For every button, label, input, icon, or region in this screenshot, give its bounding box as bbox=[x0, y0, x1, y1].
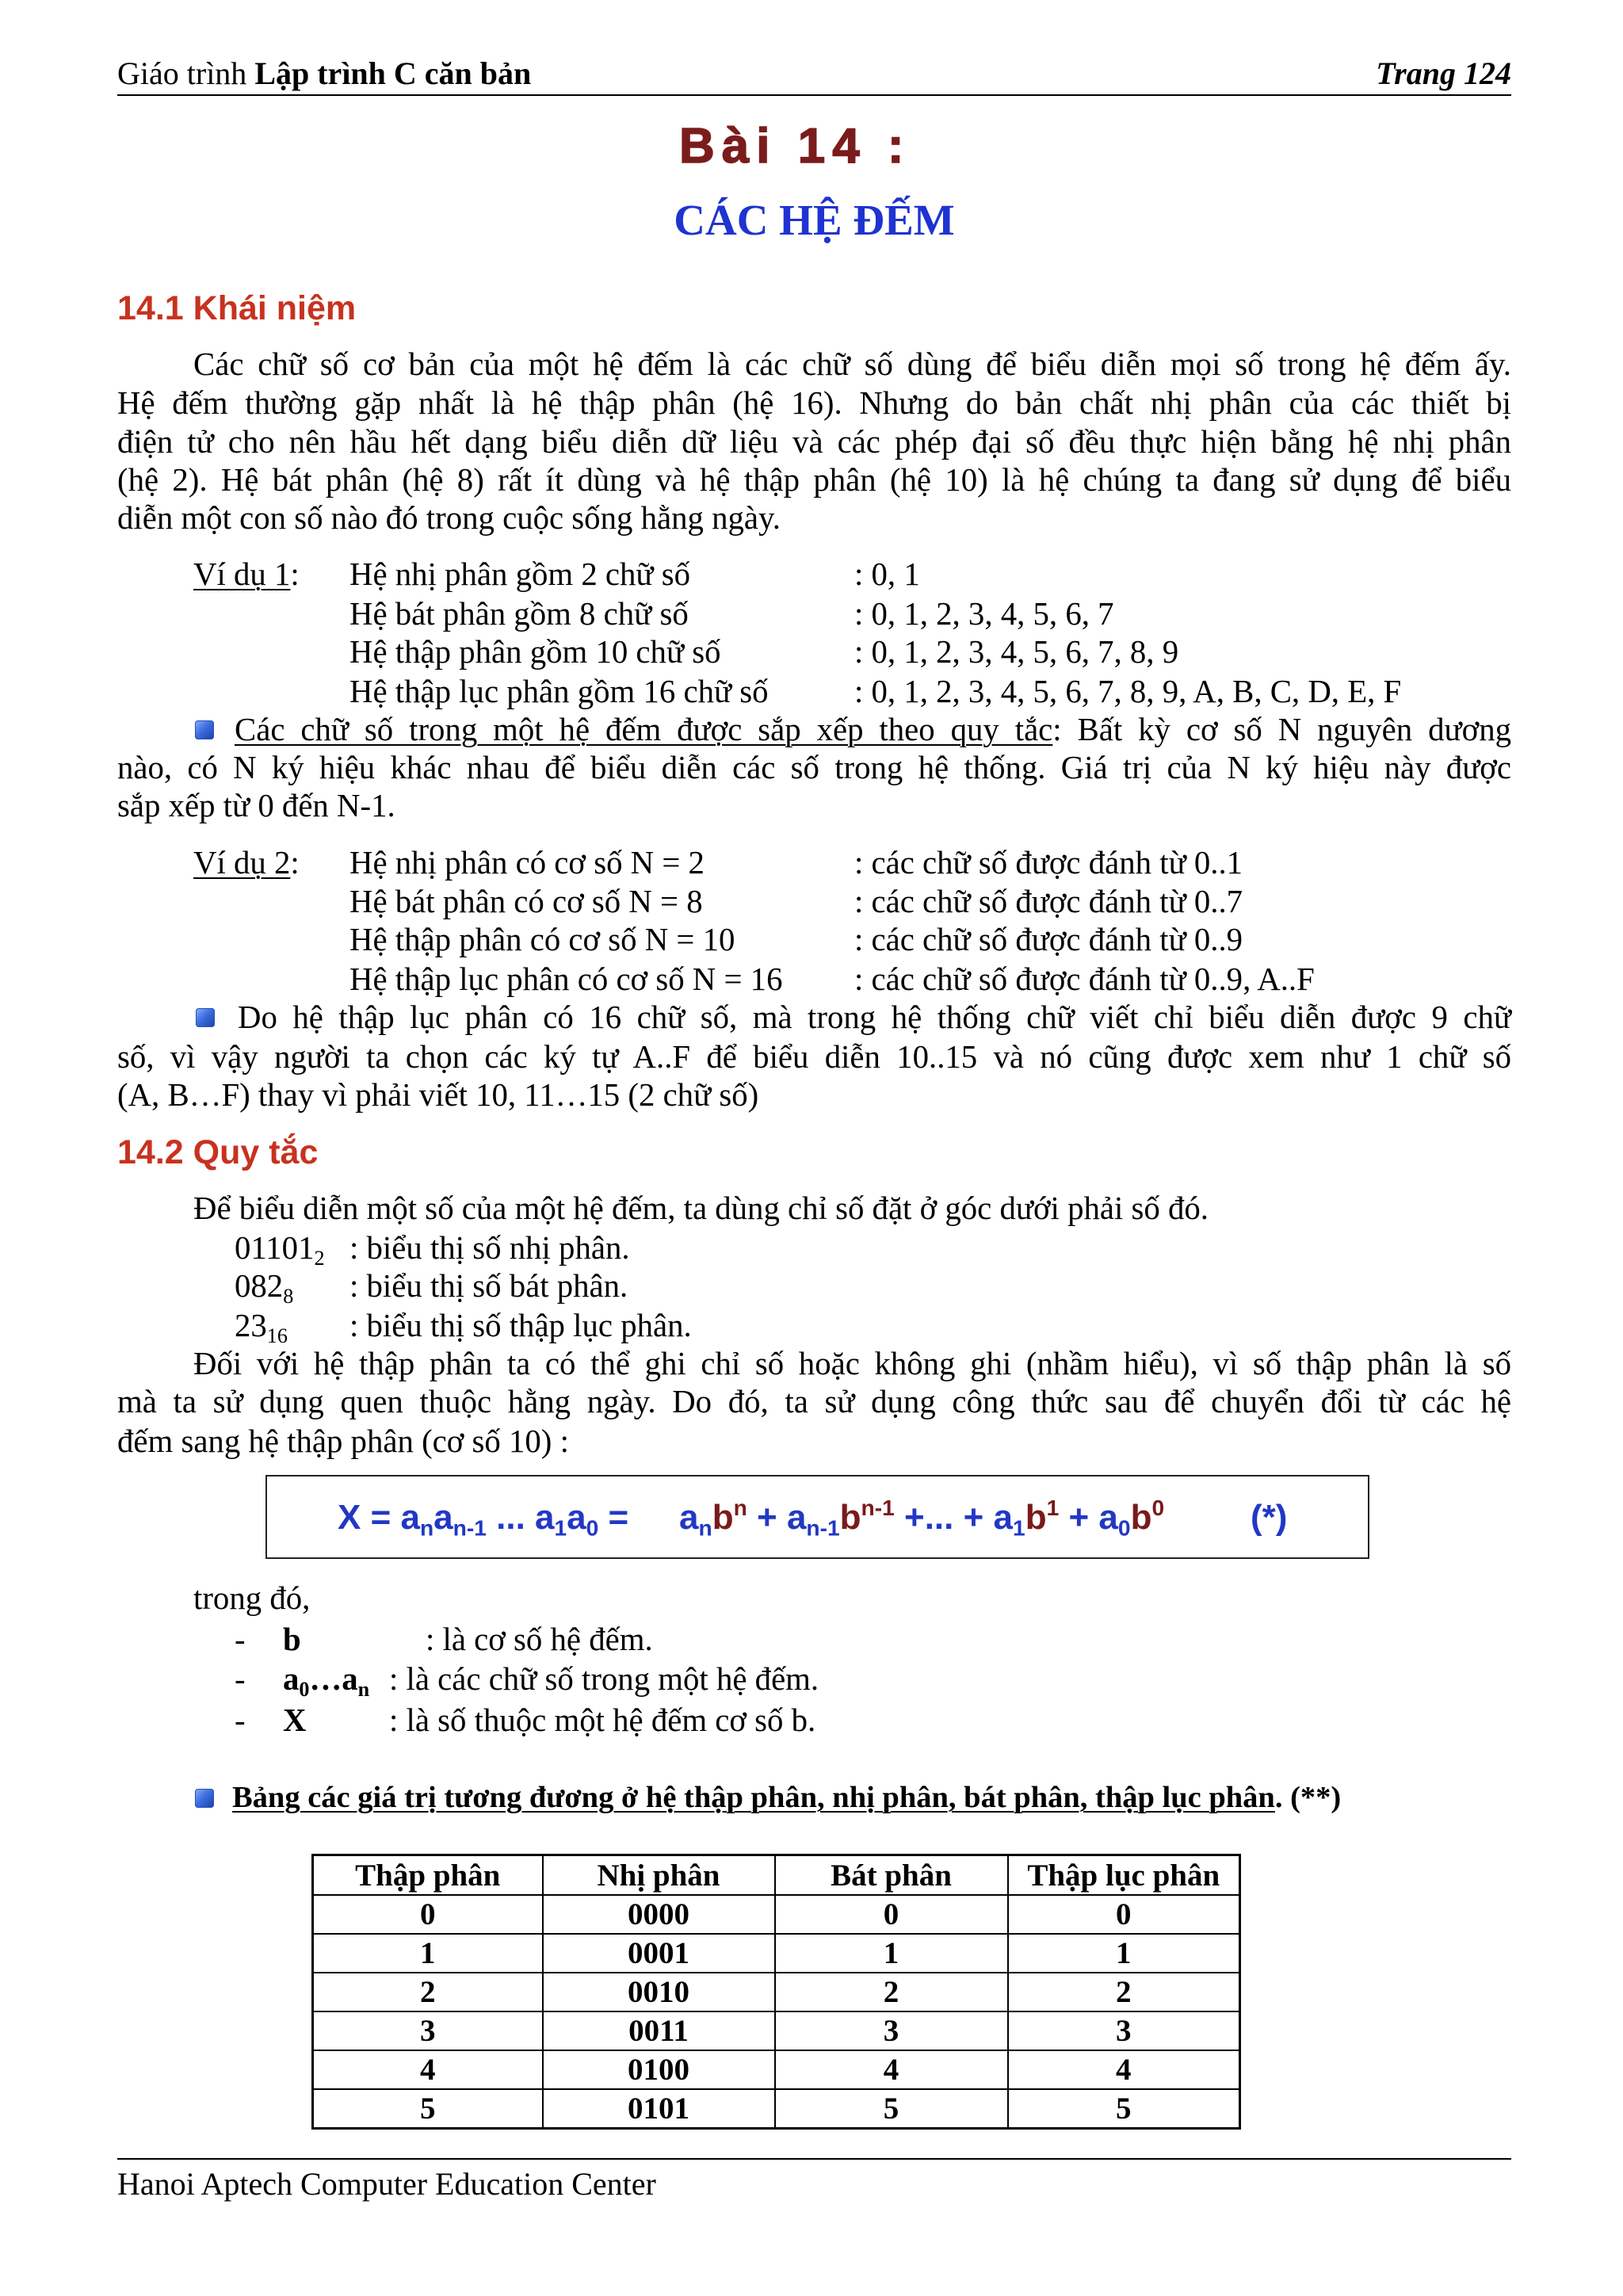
example-digits: : các chữ số được đánh từ 0..9 bbox=[854, 922, 1243, 957]
decimal-note-line: đếm sang hệ thập phân (cơ số 10) : bbox=[117, 1423, 569, 1459]
table-row bbox=[313, 1934, 1240, 1973]
table-header-row bbox=[313, 1855, 1240, 1896]
table-cell: 4 bbox=[775, 2050, 1008, 2089]
example-system: Hệ nhị phân gồm 2 chữ số bbox=[349, 556, 691, 592]
rule-intro: Để biểu diễn một số của một hệ đếm, ta dùng chỉ số đặt ở góc dưới phải số đó. bbox=[193, 1190, 1209, 1226]
formula-rhs bbox=[679, 1494, 1164, 1541]
notation-digits: 082 bbox=[235, 1268, 284, 1304]
notation-number bbox=[235, 1228, 325, 1270]
formula-text: a bbox=[433, 1498, 453, 1537]
notation-base: 16 bbox=[266, 1324, 288, 1347]
term-sub: n bbox=[357, 1677, 370, 1701]
formula-coef: a bbox=[993, 1498, 1014, 1537]
hex-note-line: (A, B…F) thay vì phải viết 10, 11…15 (2 chữ số) bbox=[117, 1077, 759, 1113]
formula-sub: 1 bbox=[554, 1515, 567, 1541]
notation-number bbox=[235, 1306, 288, 1345]
hex-note-line: Do hệ thập lục phân có 16 chữ số, mà trong hệ thống chữ viết chỉ biểu diễn được 9 chữ bbox=[238, 999, 1511, 1035]
lesson-title: CÁC HỆ ĐẾM bbox=[674, 196, 955, 244]
column-header: Bát phân bbox=[775, 1855, 1008, 1896]
formula-exp: n bbox=[733, 1496, 747, 1521]
example-digits: : các chữ số được đánh từ 0..9, A..F bbox=[854, 961, 1315, 997]
course-title: Lập trình C căn bản bbox=[254, 55, 532, 91]
definition-term bbox=[283, 1660, 370, 1701]
formula-coef-sub: n-1 bbox=[806, 1515, 840, 1541]
footer-rule bbox=[117, 2158, 1511, 2160]
definition-meaning: : là cơ số hệ đếm. bbox=[426, 1622, 653, 1657]
example-system: Hệ bát phân gồm 8 chữ số bbox=[349, 596, 689, 632]
formula-coef: a bbox=[786, 1498, 807, 1537]
intro-line: Các chữ số cơ bản của một hệ đếm là các chữ số dùng để biểu diễn mọi số trong hệ đếm ấy. bbox=[193, 346, 1511, 382]
blue-square-bullet-icon bbox=[196, 1008, 215, 1027]
table-cell: 2 bbox=[775, 1973, 1008, 2011]
formula-sub: n-1 bbox=[453, 1515, 487, 1541]
intro-line: điện tử cho nên hầu hết dạng biểu diễn dữ liệu và các phép đại số đều thực hiện bằng hệ nhị phân bbox=[117, 424, 1511, 460]
example-system: Hệ thập phân gồm 10 chữ số bbox=[349, 634, 721, 670]
example-digits: : các chữ số được đánh từ 0..7 bbox=[854, 884, 1243, 919]
definition-term: X bbox=[283, 1702, 307, 1738]
column-header: Thập phân bbox=[313, 1855, 543, 1896]
table-cell: 5 bbox=[313, 2089, 543, 2129]
page-number: Trang 124 bbox=[1376, 55, 1511, 91]
formula-exp: 1 bbox=[1046, 1496, 1060, 1521]
formula-tag: (*) bbox=[1251, 1498, 1288, 1537]
table-cell: 0000 bbox=[543, 1895, 775, 1934]
notation-meaning: : biểu thị số bát phân. bbox=[349, 1268, 628, 1304]
table-row bbox=[313, 2050, 1240, 2089]
table-cell: 5 bbox=[1008, 2089, 1240, 2129]
example-digits: : 0, 1, 2, 3, 4, 5, 6, 7, 8, 9 bbox=[854, 634, 1179, 670]
intro-line: Hệ đếm thường gặp nhất là hệ thập phân (hệ 16). Nhưng do bản chất nhị phân của các thiết bị bbox=[117, 385, 1511, 421]
table-cell: 3 bbox=[313, 2011, 543, 2050]
table-caption-underlined: Bảng các giá trị tương đương ở hệ thập phân, nhị phân, bát phân, thập lục phân bbox=[232, 1781, 1275, 1814]
example-label-colon: : bbox=[290, 845, 300, 881]
term-part: a bbox=[283, 1661, 300, 1697]
course-prefix: Giáo trình bbox=[117, 55, 255, 91]
lesson-number: Bài 14 : bbox=[679, 119, 911, 174]
formula-coef-sub: 0 bbox=[1117, 1515, 1131, 1541]
table-row bbox=[313, 2089, 1240, 2129]
example-digits: : 0, 1, 2, 3, 4, 5, 6, 7, 8, 9, A, B, C, D, E, F bbox=[854, 674, 1402, 709]
definition-dash: - bbox=[235, 1702, 246, 1738]
term-sub: 0 bbox=[299, 1677, 310, 1701]
formula-base: b bbox=[839, 1498, 861, 1537]
where-label: trong đó, bbox=[193, 1580, 311, 1616]
section-heading-2: 14.2 Quy tắc bbox=[117, 1133, 319, 1171]
intro-line: diễn một con số nào đó trong cuộc sống hằng ngày. bbox=[117, 500, 781, 536]
definition-dash: - bbox=[235, 1661, 246, 1697]
table-caption bbox=[232, 1778, 1341, 1817]
decimal-note-line: Đối với hệ thập phân ta có thể ghi chỉ số hoặc không ghi (nhầm hiểu), vì số thập phân là số bbox=[193, 1346, 1511, 1381]
formula-base: b bbox=[1025, 1498, 1047, 1537]
table-cell: 0100 bbox=[543, 2050, 775, 2089]
formula-sub: n bbox=[419, 1515, 434, 1541]
formula-base: b bbox=[712, 1498, 734, 1537]
notation-base: 2 bbox=[314, 1246, 325, 1270]
intro-line: (hệ 2). Hệ bát phân (hệ 8) rất ít dùng và hệ thập phân (hệ 10) là hệ chúng ta đang sử dụng để biểu bbox=[117, 462, 1511, 498]
table-caption-suffix: . (**) bbox=[1274, 1781, 1342, 1814]
definition-meaning: : là số thuộc một hệ đếm cơ số b. bbox=[389, 1702, 816, 1738]
notation-meaning: : biểu thị số nhị phân. bbox=[349, 1230, 630, 1266]
rule-note-line: nào, có N ký hiệu khác nhau để biểu diễn các số trong hệ thống. Giá trị của N ký hiệu này được bbox=[117, 750, 1511, 785]
running-header bbox=[117, 54, 531, 93]
example-system: Hệ thập lục phân gồm 16 chữ số bbox=[349, 674, 769, 709]
table-cell: 2 bbox=[313, 1973, 543, 2011]
table-cell: 4 bbox=[313, 2050, 543, 2089]
notation-digits: 23 bbox=[235, 1308, 267, 1343]
table-cell: 1 bbox=[775, 1934, 1008, 1973]
rule-note-underlined: Các chữ số trong một hệ đếm được sắp xếp theo quy tắc bbox=[235, 712, 1053, 747]
table-cell: 0101 bbox=[543, 2089, 775, 2129]
formula-text: X = a bbox=[338, 1498, 420, 1537]
decimal-note-line: mà ta sử dụng quen thuộc hằng ngày. Do đó, ta sử dụng công thức sau để chuyển đổi từ các hệ bbox=[117, 1384, 1511, 1419]
notation-digits: 01101 bbox=[235, 1230, 315, 1266]
formula-text: ... a bbox=[486, 1498, 555, 1537]
table-cell: 3 bbox=[1008, 2011, 1240, 2050]
table-cell: 1 bbox=[1008, 1934, 1240, 1973]
column-header: Thập lục phân bbox=[1008, 1855, 1240, 1896]
header-rule bbox=[117, 94, 1511, 96]
formula-coef: a bbox=[679, 1498, 699, 1537]
example-1-label bbox=[193, 555, 300, 594]
formula-op: +... + bbox=[894, 1498, 994, 1537]
table-cell: 0 bbox=[313, 1895, 543, 1934]
formula-coef: a bbox=[1098, 1498, 1118, 1537]
notation-base: 8 bbox=[283, 1284, 294, 1308]
table-cell: 5 bbox=[775, 2089, 1008, 2129]
formula-coef-sub: n bbox=[698, 1515, 712, 1541]
table-cell: 3 bbox=[775, 2011, 1008, 2050]
table-row bbox=[313, 1973, 1240, 2011]
rule-note-line: sắp xếp từ 0 đến N-1. bbox=[117, 788, 395, 823]
section-heading-1: 14.1 Khái niệm bbox=[117, 289, 357, 327]
rule-note-line bbox=[235, 710, 1511, 749]
table-cell: 0 bbox=[1008, 1895, 1240, 1934]
formula-equals: = bbox=[598, 1498, 629, 1537]
example-2-label bbox=[193, 843, 300, 882]
formula-op: + bbox=[1059, 1498, 1099, 1537]
table-cell: 2 bbox=[1008, 1973, 1240, 2011]
table-cell: 0011 bbox=[543, 2011, 775, 2050]
example-system: Hệ bát phân có cơ số N = 8 bbox=[349, 884, 703, 919]
table-row bbox=[313, 2011, 1240, 2050]
formula-coef-sub: 1 bbox=[1013, 1515, 1025, 1541]
running-footer: Hanoi Aptech Computer Education Center bbox=[117, 2166, 656, 2202]
example-digits: : 0, 1 bbox=[854, 556, 920, 592]
number-system-table bbox=[311, 1854, 1241, 2130]
rule-note-rest: : Bất kỳ cơ số N nguyên dương bbox=[1052, 712, 1511, 747]
formula-exp: n-1 bbox=[861, 1496, 895, 1521]
table-cell: 4 bbox=[1008, 2050, 1240, 2089]
formula-base: b bbox=[1130, 1498, 1152, 1537]
formula-op: + bbox=[747, 1498, 787, 1537]
table-cell: 0 bbox=[775, 1895, 1008, 1934]
definition-dash: - bbox=[235, 1622, 246, 1657]
notation-number bbox=[235, 1266, 294, 1308]
formula-lhs bbox=[338, 1494, 628, 1541]
formula-sub: 0 bbox=[586, 1515, 599, 1541]
example-label-colon: : bbox=[290, 556, 300, 592]
blue-square-bullet-icon bbox=[195, 720, 214, 739]
definition-term: b bbox=[283, 1622, 301, 1657]
term-part: …a bbox=[309, 1661, 358, 1697]
hex-note-line: số, vì vậy người ta chọn các ký tự A..F để biểu diễn 10..15 và nó cũng được xem như 1 chữ số bbox=[117, 1039, 1511, 1075]
definition-meaning: : là các chữ số trong một hệ đếm. bbox=[389, 1661, 819, 1697]
formula-text: a bbox=[567, 1498, 586, 1537]
example-system: Hệ thập lục phân có cơ số N = 16 bbox=[349, 961, 783, 997]
blue-square-bullet-icon bbox=[195, 1789, 214, 1808]
example-label-text: Ví dụ 2 bbox=[193, 845, 291, 881]
table-row bbox=[313, 1895, 1240, 1934]
table-cell: 0001 bbox=[543, 1934, 775, 1973]
example-digits: : 0, 1, 2, 3, 4, 5, 6, 7 bbox=[854, 596, 1114, 632]
table-cell: 0010 bbox=[543, 1973, 775, 2011]
notation-meaning: : biểu thị số thập lục phân. bbox=[349, 1308, 692, 1343]
example-system: Hệ nhị phân có cơ số N = 2 bbox=[349, 845, 705, 881]
example-system: Hệ thập phân có cơ số N = 10 bbox=[349, 922, 735, 957]
example-digits: : các chữ số được đánh từ 0..1 bbox=[854, 845, 1243, 881]
formula-exp: 0 bbox=[1151, 1496, 1165, 1521]
table-cell: 1 bbox=[313, 1934, 543, 1973]
column-header: Nhị phân bbox=[543, 1855, 775, 1896]
example-label-text: Ví dụ 1 bbox=[193, 556, 291, 592]
